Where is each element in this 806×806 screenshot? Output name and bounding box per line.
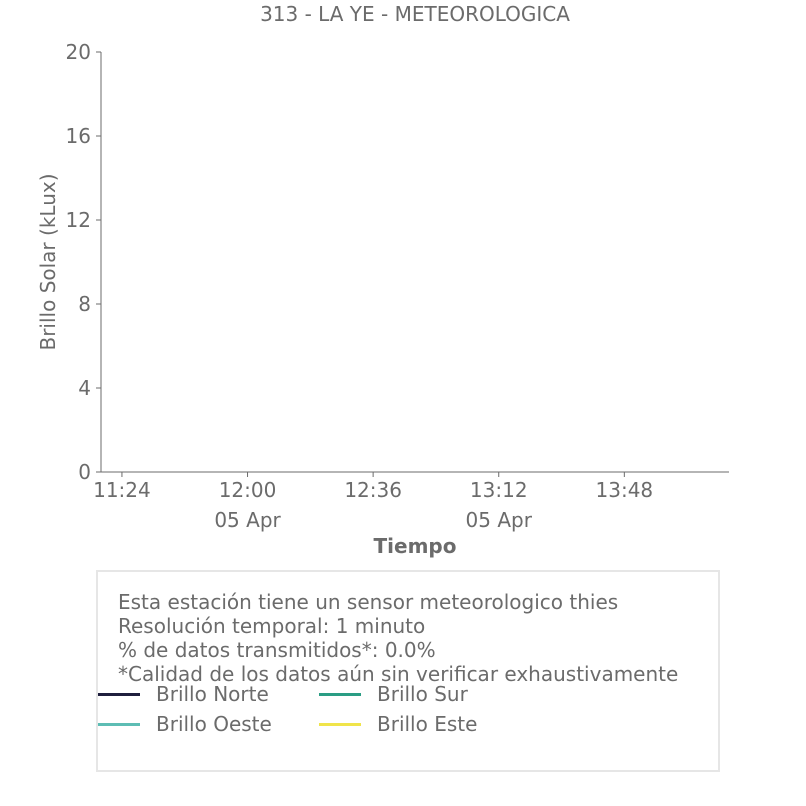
x-tick-label: 13:12 (469, 478, 528, 502)
legend-swatch (98, 693, 140, 696)
legend-item-brillo-norte (98, 682, 269, 706)
legend-item-brillo-oeste (98, 712, 272, 736)
info-box (96, 570, 720, 772)
y-tick-label: 12 (65, 208, 91, 232)
legend-swatch (98, 723, 140, 726)
x-tick-label: 12:00 (218, 478, 277, 502)
x-axis-label: Tiempo (373, 534, 457, 558)
x-ticks (93, 472, 653, 532)
y-axis-label: Brillo Solar (kLux) (36, 173, 60, 351)
info-transmitted-line: % de datos transmitidos*: 0.0% (118, 638, 436, 662)
legend-swatch (319, 693, 361, 696)
legend-label: Brillo Sur (377, 682, 468, 706)
x-tick-label: 11:24 (93, 478, 151, 502)
info-resolution-line: Resolución temporal: 1 minuto (118, 614, 426, 638)
x-tick-date-label: 05 Apr (214, 508, 281, 532)
legend-item-brillo-este (319, 712, 477, 736)
x-tick-label: 12:36 (344, 478, 402, 502)
info-station-line: Esta estación tiene un sensor meteorologico thies (118, 590, 619, 614)
legend-label: Brillo Este (377, 712, 478, 736)
legend-swatch (319, 723, 361, 726)
x-tick-date-label: 05 Apr (465, 508, 532, 532)
x-tick-label: 13:48 (595, 478, 654, 502)
y-ticks (66, 40, 101, 484)
legend-label: Brillo Oeste (156, 712, 272, 736)
y-tick-label: 20 (65, 40, 91, 64)
chart-title: 313 - LA YE - METEOROLOGICA (260, 2, 570, 26)
y-tick-label: 8 (78, 292, 91, 316)
y-tick-label: 4 (78, 376, 91, 400)
legend-label: Brillo Norte (156, 682, 269, 706)
legend-item-brillo-sur (319, 682, 468, 706)
y-tick-label: 0 (78, 460, 91, 484)
info-quality-line: *Calidad de los datos aún sin verificar exhaustivamente (118, 662, 679, 686)
info-text (118, 590, 678, 686)
y-tick-label: 16 (65, 124, 91, 148)
